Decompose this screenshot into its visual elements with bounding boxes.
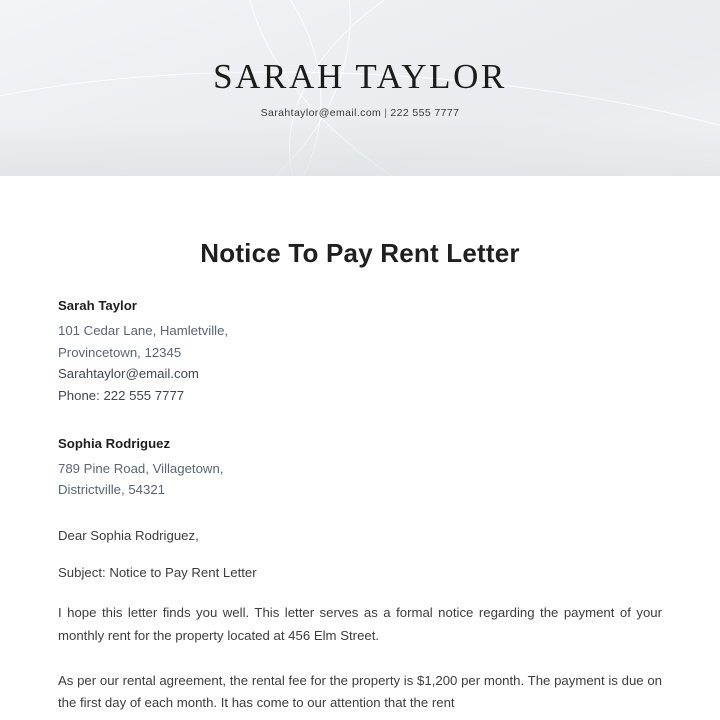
letterhead-phone: 222 555 7777 [390, 106, 460, 119]
sender-name: Sarah Taylor [58, 298, 137, 313]
salutation: Dear Sophia Rodriguez, [58, 528, 199, 544]
sender-email: Sarahtaylor@email.com [58, 366, 199, 382]
letterhead-separator: | [384, 106, 388, 119]
recipient-address-line-2: Districtville, 54321 [58, 482, 166, 498]
page-title: Notice To Pay Rent Letter [200, 238, 520, 268]
recipient-block [58, 433, 662, 501]
letter-body [0, 238, 720, 715]
sender-block [58, 295, 662, 407]
body-paragraph-2: As per our rental agreement, the rental fee for the property is $1,200 per month. The payment is due on the first day of each month. It has come to our attention that the rent [58, 672, 662, 711]
letterhead-email: Sarahtaylor@email.com [260, 106, 382, 119]
sender-phone: Phone: 222 555 7777 [58, 388, 185, 404]
subject-line: Subject: Notice to Pay Rent Letter [58, 565, 257, 581]
sender-address-line-1: 101 Cedar Lane, Hamletville, [58, 322, 229, 338]
recipient-address-line-1: 789 Pine Road, Villagetown, [58, 460, 224, 476]
letterhead-name: SARAH TAYLOR [213, 57, 507, 96]
recipient-name: Sophia Rodriguez [58, 435, 171, 451]
letterhead-shading [0, 122, 720, 176]
sender-address-line-2: Provincetown, 12345 [58, 344, 182, 360]
body-paragraph-1: I hope this letter finds you well. This letter serves as a formal notice regarding the payment of your monthly rent for the property located at 456 Elm Street. [58, 605, 662, 643]
letterhead-contact [0, 107, 720, 119]
letterhead-banner [0, 0, 720, 176]
